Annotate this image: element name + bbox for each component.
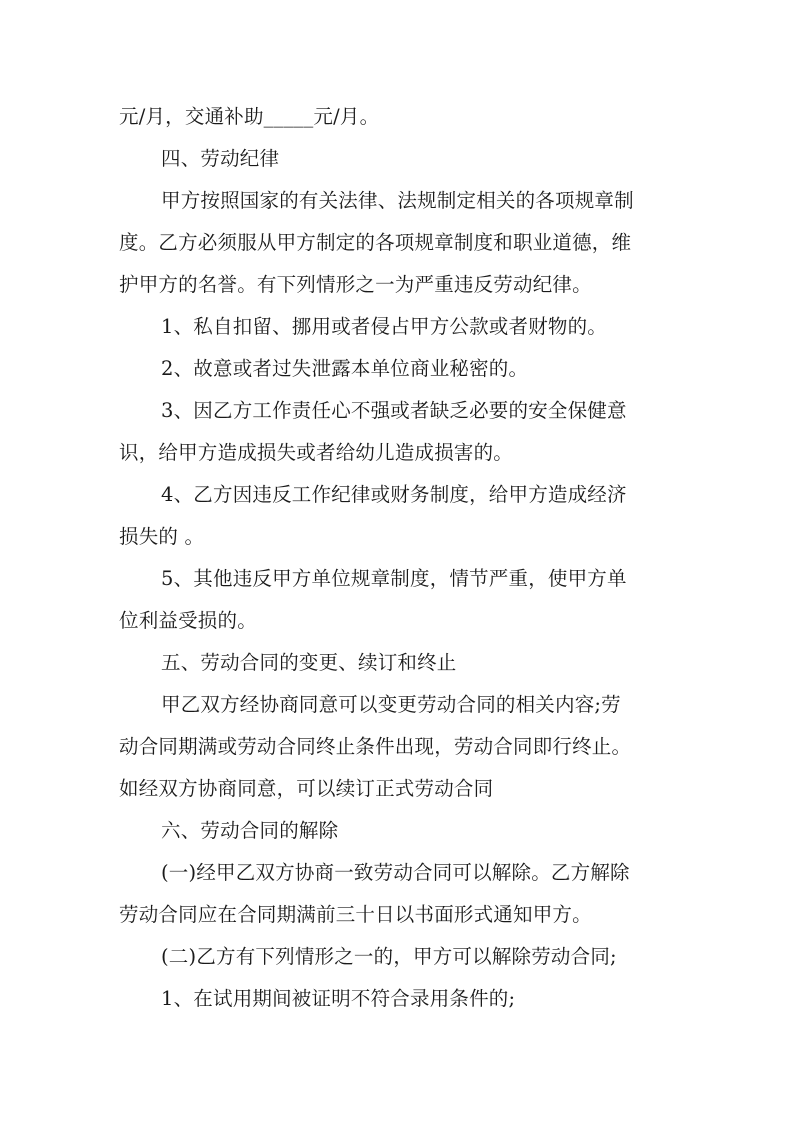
text-line: 度。乙方必须服从甲方制定的各项规章制度和职业道德，维 (119, 231, 632, 254)
text-line: 护甲方的名誉。有下列情形之一为严重违反劳动纪律。 (119, 273, 592, 296)
section-heading: 六、劳动合同的解除 (161, 819, 339, 842)
text-line: 劳动合同应在合同期满前三十日以书面形式通知甲方。 (119, 903, 592, 926)
section-heading: 五、劳动合同的变更、续订和终止 (161, 651, 457, 674)
text-line: (二)乙方有下列情形之一的，甲方可以解除劳动合同; (161, 945, 617, 968)
text-line: 甲方按照国家的有关法律、法规制定相关的各项规章制 (161, 189, 634, 212)
text-line: 如经双方协商同意，可以续订正式劳动合同 (119, 777, 494, 800)
list-item: 1、私自扣留、挪用或者侵占甲方公款或者财物的。 (161, 315, 608, 338)
text-line: 动合同期满或劳动合同终止条件出现，劳动合同即行终止。 (119, 735, 632, 758)
list-item: 4、乙方因违反工作纪律或财务制度，给甲方造成经济 (161, 483, 627, 506)
text-line: 损失的 。 (119, 525, 205, 548)
list-item: 5、其他违反甲方单位规章制度，情节严重，使甲方单 (161, 567, 627, 590)
list-item: 2、故意或者过失泄露本单位商业秘密的。 (161, 357, 529, 380)
list-item: 1、在试用期间被证明不符合录用条件的; (161, 987, 516, 1010)
section-heading: 四、劳动纪律 (161, 147, 280, 170)
text-line: 甲乙双方经协商同意可以变更劳动合同的相关内容;劳 (161, 693, 621, 716)
text-line: 识，给甲方造成损失或者给幼儿造成损害的。 (119, 441, 514, 464)
text-line: (一)经甲乙双方协商一致劳动合同可以解除。乙方解除 (161, 861, 630, 884)
text-line: 位利益受损的。 (119, 609, 257, 632)
list-item: 3、因乙方工作责任心不强或者缺乏必要的安全保健意 (161, 399, 627, 422)
text-line: 元/月，交通补助_____元/月。 (119, 105, 380, 128)
